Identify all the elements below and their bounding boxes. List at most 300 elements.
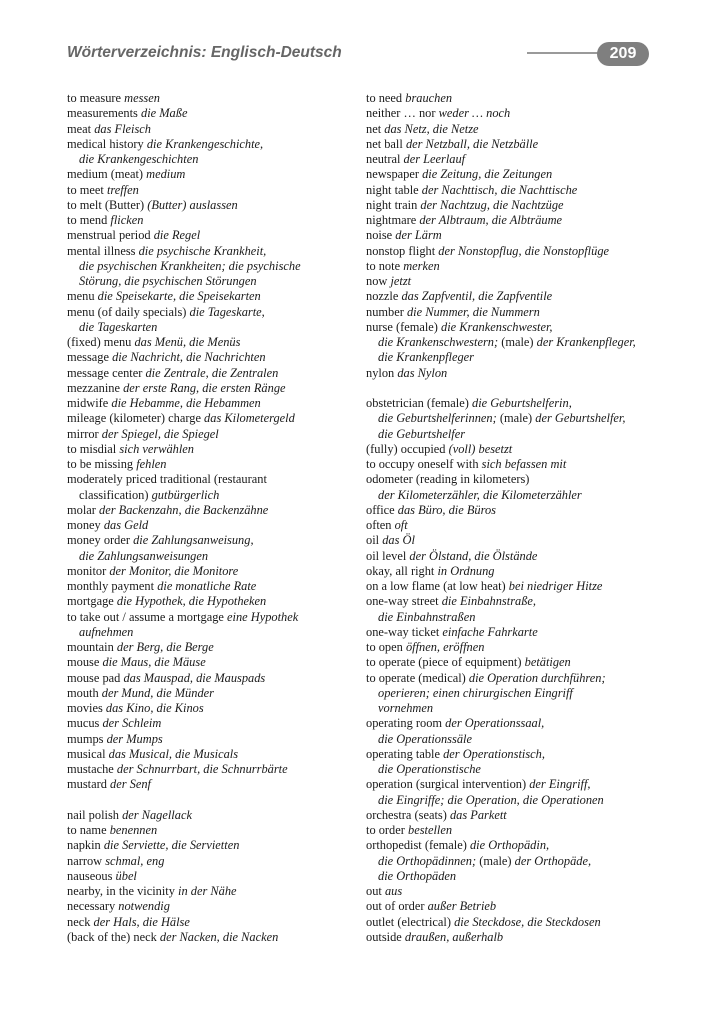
english-term: orchestra (seats)	[366, 807, 447, 822]
glossary-entry	[366, 640, 662, 655]
english-term: medium (meat)	[67, 167, 144, 182]
english-term: (fully) occupied	[366, 441, 446, 456]
german-translation: treffen	[106, 182, 139, 197]
gender-note: (female)	[395, 319, 438, 334]
english-term: mouse pad	[67, 670, 121, 685]
german-translation: in der Nähe	[178, 884, 237, 898]
english-term: to name	[67, 823, 107, 837]
glossary-entry	[366, 503, 662, 518]
german-translation: die Operationstische	[378, 762, 481, 776]
german-translation: die Krankenschwestern;	[378, 335, 499, 349]
german-translation: außer Betrieb	[427, 899, 497, 914]
german-translation: der erste Rang, die ersten Ränge	[123, 380, 286, 395]
english-term: nylon	[366, 365, 395, 380]
english-term: menu (of daily specials)	[67, 304, 187, 319]
german-translation: der Spiegel, die Spiegel	[101, 426, 219, 441]
german-translation: das Nylon	[397, 365, 448, 380]
english-term: neutral	[366, 152, 401, 166]
glossary-column-left	[67, 91, 363, 945]
gender-note: (male)	[479, 853, 512, 868]
glossary-entry	[366, 122, 662, 137]
german-translation: die Geburtshelfer	[378, 426, 466, 441]
german-translation: die Geburtshelferinnen;	[378, 411, 497, 426]
english-term: narrow	[67, 853, 103, 868]
german-translation: das Fleisch	[94, 121, 151, 136]
german-translation: der Ölstand, die Ölstände	[409, 548, 538, 563]
english-term: medical history	[67, 136, 144, 151]
german-translation: in Ordnung	[437, 563, 495, 578]
entry-continuation	[366, 701, 662, 716]
entry-continuation	[366, 411, 662, 426]
glossary-entry	[67, 91, 363, 106]
german-translation: merken	[403, 258, 440, 273]
german-translation: die Krankenschwester,	[441, 319, 553, 334]
german-translation: (Butter) auslassen	[147, 197, 238, 212]
german-translation: der Berg, die Berge	[116, 640, 214, 654]
entry-continuation	[366, 488, 662, 503]
english-term: movies	[67, 701, 103, 715]
german-translation: der Kilometerzähler, die Kilometerzähler	[378, 487, 582, 502]
english-term: to occupy oneself with	[366, 457, 479, 471]
german-translation: das Büro, die Büros	[397, 502, 496, 517]
english-term: nurse	[366, 319, 393, 334]
english-term: night table	[366, 182, 419, 197]
german-translation: der Leerlauf	[403, 152, 466, 166]
glossary-entry	[67, 213, 363, 228]
gender-note: (male)	[501, 335, 534, 349]
german-translation: das Mauspad, die Mauspads	[123, 670, 266, 685]
english-term: message center	[67, 365, 143, 380]
german-translation: der Nagellack	[122, 807, 192, 822]
glossary-entry	[67, 808, 363, 823]
german-translation: die Orthopäden	[378, 868, 457, 883]
glossary-entry	[67, 823, 363, 838]
glossary-entry	[366, 289, 662, 304]
glossary-entry	[67, 183, 363, 198]
gender-note: (male)	[499, 411, 533, 426]
glossary-entry	[366, 396, 662, 411]
english-term: to open	[366, 640, 403, 654]
english-term: to mend	[67, 213, 108, 227]
german-translation: der Orthopäde,	[514, 853, 592, 868]
german-translation: messen	[124, 91, 160, 105]
entry-continuation	[366, 610, 662, 625]
english-term: out	[366, 884, 382, 898]
glossary-entry	[67, 640, 363, 655]
english-term: menstrual period	[67, 228, 151, 243]
english-term: money	[67, 518, 101, 532]
english-term: meat	[67, 121, 92, 136]
german-translation: sich befassen mit	[481, 457, 567, 471]
glossary-entry	[67, 533, 363, 548]
german-translation: bei niedriger Hitze	[508, 579, 603, 593]
german-translation: das Kilometergeld	[204, 411, 295, 426]
glossary-entry	[67, 854, 363, 869]
german-translation: die Serviette, die Servietten	[103, 838, 240, 853]
german-translation: die Orthopädinnen;	[378, 853, 477, 868]
german-translation: der Krankenpfleger,	[536, 335, 636, 349]
german-translation: die Krankengeschichten	[79, 152, 199, 166]
german-translation: der Mund, die Münder	[101, 685, 214, 700]
german-translation: der Monitor, die Monitore	[109, 563, 239, 578]
glossary-entry	[67, 762, 363, 777]
glossary-entry	[67, 396, 363, 411]
english-term: money order	[67, 533, 130, 548]
german-translation: betätigen	[524, 655, 571, 670]
glossary-entry	[67, 411, 363, 426]
glossary-entry	[67, 701, 363, 716]
glossary-entry	[67, 442, 363, 457]
glossary-entry	[67, 899, 363, 914]
german-translation: der Schnurrbart, die Schnurrbärte	[116, 762, 288, 776]
entry-continuation	[366, 854, 662, 869]
glossary-entry	[67, 137, 363, 152]
english-term: menu	[67, 289, 95, 304]
english-term: napkin	[67, 838, 101, 853]
german-translation: die Hebamme, die Hebammen	[111, 396, 261, 410]
english-term: one-way street	[366, 594, 439, 609]
german-translation: die Maße	[141, 106, 188, 121]
glossary-entry	[67, 472, 363, 487]
english-term: (fixed) menu	[67, 335, 132, 349]
glossary-entry	[366, 579, 662, 594]
english-term: oil level	[366, 548, 407, 563]
glossary-entry	[67, 350, 363, 365]
german-translation: die Nachricht, die Nachrichten	[112, 350, 266, 365]
glossary-entry	[67, 381, 363, 396]
english-term: on a low flame (at low heat)	[366, 579, 506, 593]
glossary-entry	[67, 732, 363, 747]
german-translation: operieren; einen chirurgischen Eingriff	[378, 685, 573, 700]
english-term: mustache	[67, 762, 114, 776]
english-term: monitor	[67, 563, 107, 578]
german-translation: der Nachtzug, die Nachtzüge	[420, 197, 564, 212]
glossary-entry	[366, 91, 662, 106]
german-translation: das Menü, die Menüs	[134, 335, 241, 349]
german-translation: die Zeitung, die Zeitungen	[422, 167, 553, 182]
english-term: mumps	[67, 731, 104, 746]
gender-note: (female)	[426, 396, 469, 410]
glossary-entry	[366, 228, 662, 243]
english-term: out of order	[366, 899, 425, 914]
glossary-entry	[366, 259, 662, 274]
glossary-entry	[366, 625, 662, 640]
english-term: net	[366, 121, 382, 136]
english-term: to measure	[67, 91, 122, 105]
english-term: to note	[366, 258, 401, 273]
glossary-entry	[67, 366, 363, 381]
glossary-entry	[67, 869, 363, 884]
german-translation: medium	[146, 167, 186, 182]
glossary-entry	[366, 823, 662, 838]
page-header-title: Wörterverzeichnis: Englisch-Deutsch	[67, 44, 342, 61]
glossary-entry	[366, 305, 662, 320]
german-translation: die Zahlungsanweisung,	[133, 533, 254, 548]
german-translation: eine Hypothek	[227, 609, 299, 624]
glossary-entry	[67, 777, 363, 792]
german-translation: die Tageskarten	[79, 319, 158, 334]
german-translation: der Geburtshelfer,	[535, 411, 626, 426]
english-term: oil	[366, 533, 380, 548]
glossary-entry	[67, 228, 363, 243]
german-translation: der Nachttisch, die Nachttische	[421, 182, 578, 197]
english-term: to misdial	[67, 441, 117, 456]
german-translation: gutbürgerlich	[151, 487, 220, 502]
entry-continuation	[366, 686, 662, 701]
english-term: to take out / assume a mortgage	[67, 609, 224, 624]
english-term: outside	[366, 929, 402, 944]
english-term: night train	[366, 197, 418, 212]
german-translation: einfache Fahrkarte	[442, 624, 538, 639]
glossary-entry	[366, 152, 662, 167]
german-translation: das Musical, die Musicals	[108, 746, 239, 761]
section-gap	[366, 381, 662, 396]
english-term: nearby, in the vicinity	[67, 884, 175, 898]
german-translation: draußen, außerhalb	[404, 929, 504, 944]
english-term: mental illness	[67, 243, 136, 258]
german-translation: die Zahlungsanweisungen	[79, 548, 209, 563]
german-translation: die Regel	[153, 228, 201, 243]
glossary-entry	[67, 884, 363, 899]
english-term: outlet (electrical)	[366, 914, 451, 929]
german-translation: das Parkett	[449, 807, 507, 822]
english-term: to be missing	[67, 457, 134, 471]
glossary-entry	[366, 518, 662, 533]
glossary-entry	[366, 167, 662, 182]
glossary-entry	[67, 747, 363, 762]
german-translation: die Operationssäle	[378, 731, 472, 746]
english-term: number	[366, 304, 404, 319]
english-term: message	[67, 350, 109, 365]
glossary-entry	[67, 305, 363, 320]
german-translation: sich verwählen	[119, 441, 194, 456]
german-translation: der Operationssaal,	[445, 716, 545, 731]
entry-continuation	[67, 259, 363, 274]
german-translation: die Krankenpfleger	[378, 350, 475, 365]
german-translation: der Nacken, die Nacken	[159, 929, 279, 944]
german-translation: aufnehmen	[79, 624, 134, 639]
english-term: to operate (piece of equipment)	[366, 655, 522, 670]
english-term: okay, all right	[366, 563, 435, 578]
glossary-entry	[67, 838, 363, 853]
german-translation: der Backenzahn, die Backenzähne	[99, 502, 269, 517]
german-translation: die Eingriffe; die Operation, die Operationen	[378, 792, 604, 807]
english-term: molar	[67, 502, 96, 517]
english-term: nightmare	[366, 213, 417, 227]
glossary-entry	[366, 564, 662, 579]
german-translation: notwendig	[118, 899, 170, 914]
german-translation: die Hypothek, die Hypotheken	[116, 594, 267, 609]
glossary-entry	[67, 579, 363, 594]
glossary-entry	[67, 564, 363, 579]
entry-continuation	[67, 320, 363, 335]
english-term: obstetrician	[366, 396, 424, 410]
glossary-entry	[67, 594, 363, 609]
german-translation: übel	[115, 868, 137, 883]
english-term: (back of the) neck	[67, 929, 157, 944]
glossary-entry	[366, 472, 662, 487]
english-term: newspaper	[366, 167, 419, 182]
german-translation: aus	[384, 884, 403, 898]
english-term: now	[366, 274, 388, 288]
german-translation: die Geburtshelferin,	[472, 396, 572, 410]
section-gap	[67, 793, 363, 808]
english-term: midwife	[67, 396, 109, 410]
german-translation: weder … noch	[438, 106, 511, 121]
german-translation: die Operation durchführen;	[468, 670, 606, 685]
glossary-entry	[366, 244, 662, 259]
glossary-entry	[366, 457, 662, 472]
german-translation: die Einbahnstraße,	[441, 594, 537, 609]
german-translation: bestellen	[408, 823, 453, 837]
glossary-entry	[366, 884, 662, 899]
german-translation: das Öl	[382, 533, 415, 548]
german-translation: der Nonstopflug, die Nonstopflüge	[438, 243, 610, 258]
glossary-entry	[67, 289, 363, 304]
glossary-entry	[67, 716, 363, 731]
glossary-entry	[366, 183, 662, 198]
entry-continuation	[67, 625, 363, 640]
entry-continuation	[366, 335, 662, 350]
glossary-entry	[366, 808, 662, 823]
english-term: mirror	[67, 426, 99, 441]
english-term: mezzanine	[67, 380, 120, 395]
english-term: operating table	[366, 746, 440, 761]
glossary-entry	[67, 503, 363, 518]
german-translation: die Tageskarte,	[189, 304, 265, 319]
german-translation: die Zentrale, die Zentralen	[145, 365, 279, 380]
english-term: to need	[366, 91, 403, 105]
german-translation: die Speisekarte, die Speisekarten	[97, 289, 261, 304]
english-term: moderately priced traditional (restaurant	[67, 472, 267, 487]
german-translation: die psychische Krankheit,	[138, 243, 267, 258]
glossary-entry	[67, 122, 363, 137]
glossary-entry	[366, 366, 662, 381]
german-translation: öffnen, eröffnen	[405, 640, 485, 654]
glossary-entry	[67, 427, 363, 442]
german-translation: fehlen	[136, 457, 167, 471]
german-translation: der Albtraum, die Albträume	[419, 213, 563, 227]
glossary-entry	[366, 594, 662, 609]
english-term: nozzle	[366, 289, 399, 304]
english-term: necessary	[67, 899, 116, 914]
english-term: classification)	[79, 487, 149, 502]
english-term: to order	[366, 823, 405, 837]
german-translation: schmal, eng	[105, 853, 165, 868]
glossary-entry	[366, 777, 662, 792]
german-translation: das Kino, die Kinos	[105, 701, 204, 715]
glossary-entry	[67, 244, 363, 259]
english-term: to melt (Butter)	[67, 197, 145, 212]
entry-continuation	[67, 274, 363, 289]
german-translation: der Senf	[110, 777, 151, 792]
english-term: often	[366, 518, 392, 532]
german-translation: Störung, die psychischen Störungen	[79, 274, 257, 288]
english-term: mouth	[67, 685, 99, 700]
glossary-entry	[67, 457, 363, 472]
english-term: operating room	[366, 716, 443, 731]
glossary-entry	[366, 716, 662, 731]
german-translation: die Krankengeschichte,	[146, 136, 264, 151]
page-number-badge: 209	[597, 42, 649, 66]
english-term: mucus	[67, 716, 100, 731]
glossary-entry	[67, 655, 363, 670]
english-term: net ball	[366, 136, 403, 151]
english-term: monthly payment	[67, 579, 155, 593]
german-translation: der Netzball, die Netzbälle	[405, 136, 539, 151]
german-translation: der Eingriff,	[529, 777, 591, 792]
glossary-entry	[366, 442, 662, 457]
glossary-entry	[67, 686, 363, 701]
glossary-entry	[366, 274, 662, 289]
german-translation: die Einbahnstraßen	[378, 609, 476, 624]
glossary-entry	[67, 335, 363, 350]
glossary-entry	[67, 610, 363, 625]
german-translation: der Operationstisch,	[443, 746, 545, 761]
english-term: measurements	[67, 106, 138, 121]
german-translation: der Schleim	[102, 716, 162, 731]
glossary-entry	[67, 106, 363, 121]
english-term: nonstop flight	[366, 243, 436, 258]
glossary-entry	[366, 137, 662, 152]
german-translation: die monatliche Rate	[157, 579, 257, 593]
glossary-entry	[366, 106, 662, 121]
english-term: neck	[67, 914, 91, 929]
english-term: neither … nor	[366, 106, 436, 121]
german-translation: der Lärm	[395, 228, 442, 243]
entry-continuation	[67, 549, 363, 564]
glossary-entry	[366, 198, 662, 213]
entry-continuation	[67, 488, 363, 503]
german-translation: das Netz, die Netze	[384, 121, 479, 136]
english-term: mileage (kilometer) charge	[67, 411, 201, 426]
glossary-entry	[67, 518, 363, 533]
glossary-entry	[67, 930, 363, 945]
english-term: mustard	[67, 777, 107, 792]
glossary-entry	[366, 671, 662, 686]
german-translation: benennen	[109, 823, 158, 837]
english-term: to meet	[67, 182, 104, 197]
entry-continuation	[366, 869, 662, 884]
glossary-entry	[67, 671, 363, 686]
entry-continuation	[366, 762, 662, 777]
german-translation: der Mumps	[106, 731, 163, 746]
glossary-entry	[67, 915, 363, 930]
german-translation: vornehmen	[378, 701, 434, 715]
english-term: orthopedist	[366, 838, 422, 853]
entry-continuation	[366, 350, 662, 365]
glossary-entry	[366, 655, 662, 670]
english-term: noise	[366, 228, 393, 243]
english-term: mortgage	[67, 594, 114, 609]
german-translation: das Geld	[103, 518, 149, 532]
glossary-column-right	[366, 91, 662, 945]
glossary-entry	[67, 198, 363, 213]
english-term: office	[366, 502, 395, 517]
german-translation: die Maus, die Mäuse	[102, 655, 206, 670]
english-term: odometer (reading in kilometers)	[366, 472, 530, 487]
german-translation: oft	[394, 518, 408, 532]
gender-note: (female)	[424, 838, 467, 853]
english-term: mountain	[67, 640, 114, 654]
glossary-entry	[366, 915, 662, 930]
glossary-entry	[366, 320, 662, 335]
english-term: nauseous	[67, 868, 113, 883]
english-term: musical	[67, 746, 106, 761]
german-translation: (voll) besetzt	[448, 441, 513, 456]
glossary-entry	[366, 930, 662, 945]
glossary-entry	[366, 549, 662, 564]
